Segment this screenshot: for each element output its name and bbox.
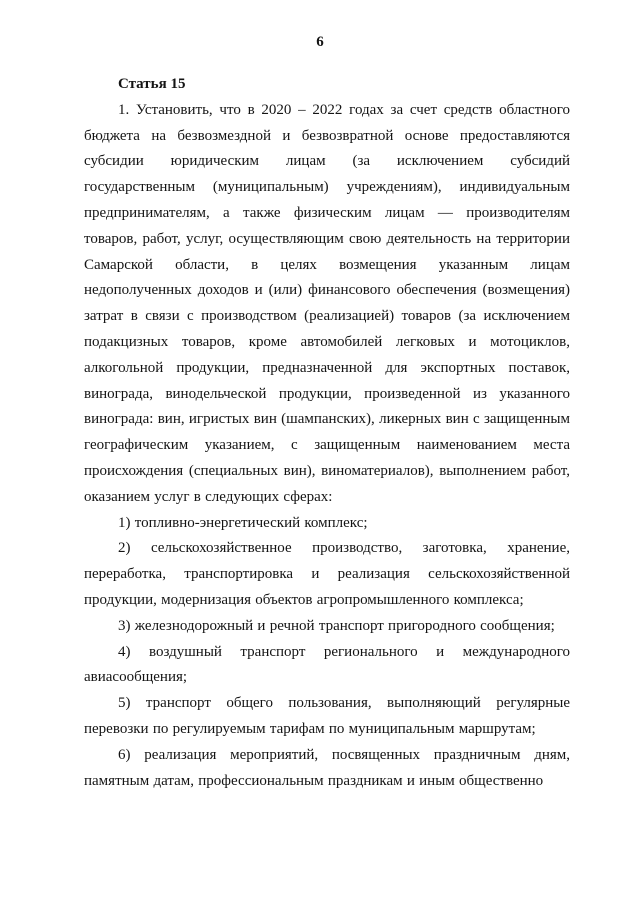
article-heading: Статья 15 [118,76,186,92]
paragraph-intro: 1. Установить, что в 2020 – 2022 годах за счет средств областного бюджета на безвозмездной и безвозвратной основе предоставляются субсидии юридическим лицам (за исключением субсидий государственным (муниципальным) учреждениям), индивидуальным предпринимателям, а также физическим лицам — производителям товаров, работ, услуг, осуществляющим свою деятельность на территории Самарской области, в целях возмещения указанным лицам недополученных доходов и (или) финансового обеспечения (возмещения) затрат в связи с производством (реализацией) товаров (за исключением подакцизных товаров, кроме автомобилей легковых и мотоциклов, алкогольной продукции, предназначенной для экспортных поставок, винограда, винодельческой продукции, произведенной из указанного винограда: вин, игристых вин (шампанских), ликерных вин с защищенным географическим указанием, с защищенным наименованием места происхождения (специальных вин), виноматериалов), выполнением работ, оказанием услуг в следующих сферах: [84,101,570,505]
paragraph-item-1: 1) топливно-энергетический комплекс; [118,514,368,531]
paragraph-item-4: 4) воздушный транспорт регионального и международного авиасообщения; [84,643,570,686]
paragraph-item-3: 3) железнодорожный и речной транспорт пригородного сообщения; [118,617,555,634]
paragraph-item-6: 6) реализация мероприятий, посвященных праздничным дням, памятным датам, профессиональным праздникам и иным общественно [84,746,570,789]
document-body [84,72,570,794]
paragraph-item-2: 2) сельскохозяйственное производство, заготовка, хранение, переработка, транспортировка и реализация сельскохозяйственной продукции, модернизация объектов агропромышленного комплекса; [84,540,570,608]
page-number: 6 [316,34,324,50]
paragraph-item-5: 5) транспорт общего пользования, выполняющий регулярные перевозки по регулируемым тарифам по муниципальным маршрутам; [84,695,570,737]
